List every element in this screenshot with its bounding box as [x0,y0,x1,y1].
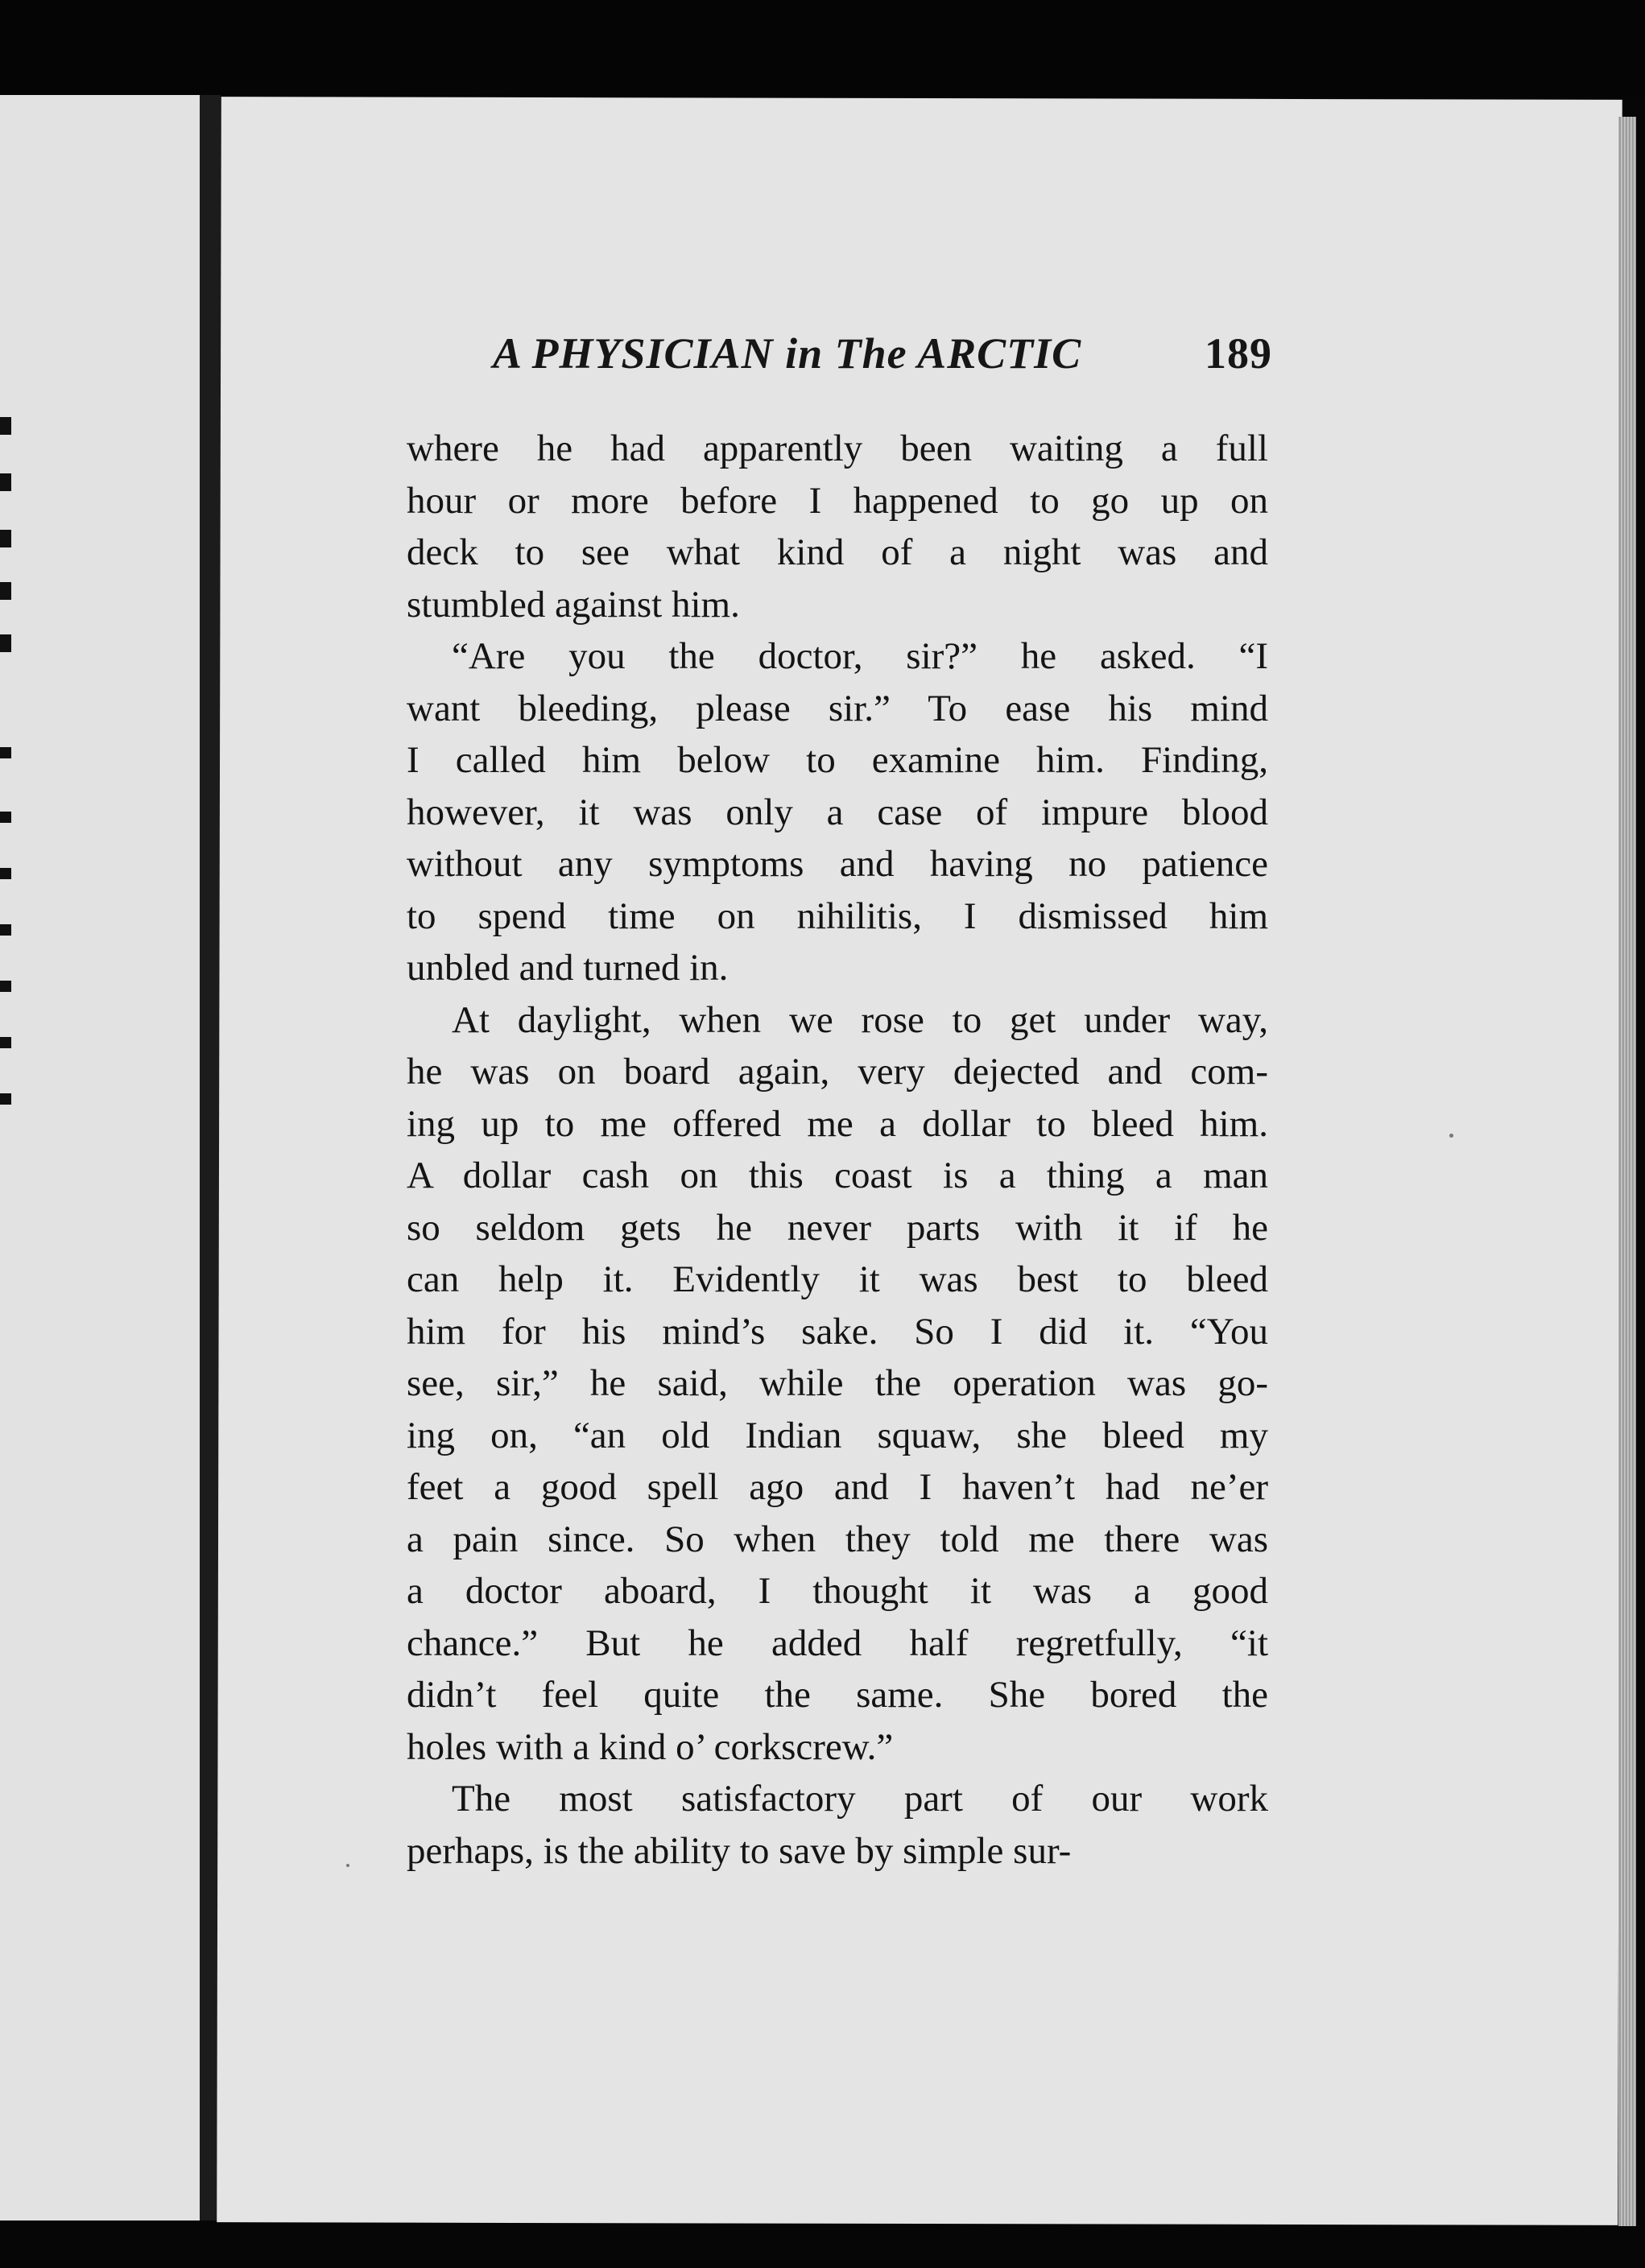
facing-page-text-fragment [0,1093,11,1105]
text-line: deck to see what kind of a night was and [407,531,1268,573]
text-line: I called him below to examine him. Finding, [407,739,1268,781]
text-line: feet a good spell ago and I haven’t had ne’er [407,1466,1268,1508]
body-text [407,423,1268,1877]
text-line: didn’t feel quite the same. She bored the [407,1674,1268,1716]
facing-page-text-fragment [0,582,11,600]
text-line: to spend time on nihilitis, I dismissed him [407,894,1268,937]
text-line: perhaps, is the ability to save by simple sur- [407,1829,1072,1872]
text-line: chance.” But he added half regretfully, “it [407,1621,1268,1664]
page-stack-edge [1618,117,1636,2226]
scan-speck [1449,1134,1453,1138]
facing-page-text-fragment [0,1037,11,1048]
text-line: however, it was only a case of impure blood [407,791,1268,833]
running-head [493,328,1272,393]
text-line: he was on board again, very dejected and com- [407,1051,1268,1093]
facing-page-text-fragment [0,924,11,936]
text-line: ing on, “an old Indian squaw, she bleed my [407,1414,1268,1456]
text-line: a pain since. So when they told me there was [407,1518,1268,1560]
text-line: The most satisfactory part of our work [452,1778,1268,1820]
text-line: see, sir,” he said, while the operation was go- [407,1362,1268,1404]
text-line: a doctor aboard, I thought it was a good [407,1570,1268,1612]
text-line: holes with a kind o’ corkscrew.” [407,1725,894,1768]
page-number: 189 [1205,329,1272,378]
text-line: him for his mind’s sake. So I did it. “You [407,1310,1268,1353]
facing-page-text-fragment [0,634,11,652]
facing-page-text-fragment [0,417,11,435]
text-line: want bleeding, please sir.” To ease his mind [407,687,1268,729]
facing-page-text-fragment [0,530,11,547]
running-head-title: A PHYSICIAN in The ARCTIC [493,329,1082,378]
text-line: can help it. Evidently it was best to bleed [407,1258,1268,1300]
scanner-background [0,0,1645,97]
text-line: without any symptoms and having no patience [407,843,1268,885]
text-line: stumbled against him. [407,583,740,626]
text-line: ing up to me offered me a dollar to bleed him. [407,1102,1268,1145]
facing-page-text-fragment [0,981,11,992]
text-line: so seldom gets he never parts with it if he [407,1206,1268,1249]
facing-page-text-fragment [0,747,11,758]
text-line: At daylight, when we rose to get under way, [452,998,1268,1041]
text-line: hour or more before I happened to go up on [407,479,1268,522]
text-line: A dollar cash on this coast is a thing a man [407,1155,1268,1196]
facing-page-text-fragment [0,812,11,823]
text-line: “Are you the doctor, sir?” he asked. “I [452,635,1268,677]
text-line: where he had apparently been waiting a full [407,428,1268,469]
scan-speck [346,1864,349,1867]
facing-page-text-fragment [0,868,11,879]
text-line: unbled and turned in. [407,947,729,989]
facing-page-text-fragment [0,473,11,491]
facing-page-edge [0,95,211,2220]
